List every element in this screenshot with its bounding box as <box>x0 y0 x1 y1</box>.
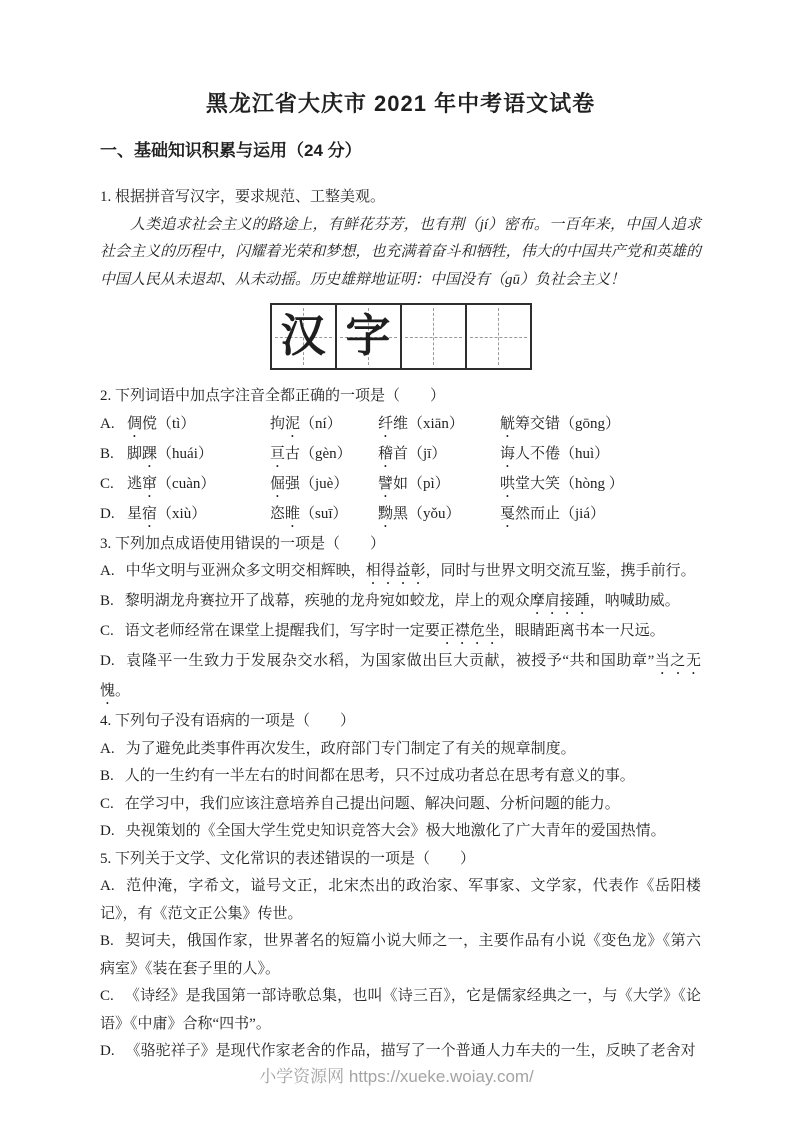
option-label: A. <box>100 878 115 894</box>
q5-option <box>100 928 701 983</box>
q4-option <box>100 818 701 846</box>
q1-stem: 1. 根据拼音写汉字，要求规范、工整美观。 <box>100 189 386 205</box>
q3-option <box>100 648 701 708</box>
option-label: D. <box>100 653 115 669</box>
dotted-char: 宿 <box>142 505 158 522</box>
option-text: 在学习中，我们应该注意培养自己提出问题、解决问题、分析问题的能力。 <box>124 795 620 812</box>
dotted-char: 诲 <box>500 445 516 462</box>
option-text: 袁隆平一生致力于发展杂交水稻，为国家做出巨大贡献，被授予“共和国助章” <box>125 653 655 669</box>
term: 诲人不倦（huì） <box>500 445 610 462</box>
term: 亘古（gèn） <box>270 445 352 462</box>
dotted-idiom: 相得益彰 <box>365 563 426 579</box>
option-label: C. <box>100 795 114 812</box>
option-text: 《诗经》是我国第一部诗歌总集，也叫《诗三百》，它是儒家经典之一，与《大学》《论语》《中庸》合称“四书”。 <box>100 988 701 1032</box>
term: 戛然而止（jiá） <box>500 505 606 522</box>
option-label: A. <box>100 563 115 579</box>
term: 星宿（xiù） <box>127 505 207 522</box>
term: 黝黑（yǒu） <box>378 505 461 522</box>
q3-option <box>100 618 701 648</box>
dotted-char: 黝 <box>378 505 394 522</box>
term: 觥筹交错（gōng） <box>500 415 621 432</box>
q4-option <box>100 736 701 764</box>
q4-option <box>100 763 701 791</box>
option-label: B. <box>100 933 114 949</box>
option-label: A. <box>100 740 115 757</box>
q2-option-row <box>100 441 701 471</box>
dotted-char: 纤 <box>378 415 394 432</box>
term: 哄堂大笑（hòng ） <box>500 475 624 492</box>
option-text: 央视策划的《全国大学生党史知识竞答大会》极大地激化了广大青年的爱国热情。 <box>125 823 666 839</box>
grid-char: 字 <box>345 311 391 361</box>
option-label: D. <box>100 505 115 522</box>
option-text: 《骆驼祥子》是现代作家老舍的作品，描写了一个普通人力车夫的一生，反映了老舍对 <box>125 1043 696 1059</box>
option-label: D. <box>100 1043 115 1059</box>
grid-cell <box>270 303 337 370</box>
writing-grid <box>270 303 532 370</box>
option-label: C. <box>100 623 114 639</box>
dotted-char: 亘 <box>270 445 286 462</box>
option-label: C. <box>100 988 114 1004</box>
grid-char: 汉 <box>280 311 326 361</box>
dotted-char: 倜 <box>127 415 143 432</box>
dotted-char: 窜 <box>142 475 158 492</box>
option-label: D. <box>100 823 115 839</box>
q3-option <box>100 558 701 588</box>
dotted-char: 譬 <box>378 475 394 492</box>
q5-option <box>100 873 701 928</box>
footer-link[interactable]: 小学资源网 https://xueke.woiay.com/ <box>259 1067 534 1086</box>
grid-cell <box>335 303 402 370</box>
term: 纤维（xiān） <box>378 415 464 432</box>
option-text: 。 <box>115 683 131 699</box>
q1-passage: 人类追求社会主义的路途上，有鲜花芬芳，也有荆（jí）密布。一百年来，中国人追求社会主义的历程中，闪耀着光荣和梦想，也充满着奋斗和牺牲，伟大的中国共产党和英雄的中国人民从未退却、从未动摇。历史雄辩地证明：中国没有（gū）负社会主义！ <box>100 216 701 288</box>
option-text: 黎明湖龙舟赛拉开了战幕，疾驰的龙舟宛如蛟龙，岸上的观众 <box>124 593 530 609</box>
q5-option <box>100 983 701 1038</box>
dotted-char: 觥 <box>500 415 516 432</box>
dotted-char: 踝 <box>142 445 158 462</box>
dotted-idiom: 正襟危坐 <box>439 623 500 639</box>
grid-cell <box>400 303 467 370</box>
q5-stem: 5. 下列关于文学、文化常识的表述错误的一项是（ ） <box>100 850 476 867</box>
option-label: B. <box>100 768 114 784</box>
option-label: C. <box>100 475 114 492</box>
dotted-char: 睢 <box>285 505 301 522</box>
option-text: 为了避免此类事件再次发生，政府部门专门制定了有关的规章制度。 <box>125 740 576 757</box>
q3-stem: 3. 下列加点成语使用错误的一项是（ ） <box>100 535 386 552</box>
option-label: B. <box>100 445 114 462</box>
q4-option <box>100 791 701 819</box>
option-text: ，同时与世界文明交流互鉴，携手前行。 <box>425 563 696 579</box>
term: 倜傥（tì） <box>127 415 196 432</box>
term: 稽首（jī） <box>378 445 447 462</box>
dotted-char: 泥 <box>285 415 301 432</box>
term: 譬如（pì） <box>378 475 450 492</box>
q2-option-row <box>100 501 701 531</box>
option-text: ，眼睛距离书本一尺远。 <box>499 623 665 639</box>
q3-option <box>100 588 701 618</box>
option-label: B. <box>100 593 114 609</box>
dotted-idiom: 摩肩接踵 <box>529 593 590 609</box>
option-text: 范仲淹，字希文，谥号文正，北宋杰出的政治家、军事家、文学家，代表作《岳阳楼记》，有《范文正公集》传世。 <box>100 878 701 922</box>
option-text: 中华文明与亚洲众多文明交相辉映， <box>125 563 366 579</box>
dotted-idiom: 当之无愧 <box>100 653 701 699</box>
q2-stem: 2. 下列词语中加点字注音全都正确的一项是（ ） <box>100 388 446 404</box>
term: 拘泥（ní） <box>270 415 342 432</box>
option-text: 人的一生约有一半左右的时间都在思考，只不过成功者总在思考有意义的事。 <box>124 768 635 784</box>
footer <box>0 1062 793 1087</box>
term: 恣睢（suī） <box>270 505 348 522</box>
option-text: 契诃夫，俄国作家，世界著名的短篇小说大师之一，主要作品有小说《变色龙》《第六病室》《装在套子里的人》。 <box>100 933 701 977</box>
grid-cell <box>465 303 532 370</box>
dotted-char: 稽 <box>378 445 394 462</box>
q4-stem: 4. 下列句子没有语病的一项是（ ） <box>100 713 356 729</box>
dotted-char: 哄 <box>500 475 516 492</box>
option-text: 语文老师经常在课堂上提醒我们，写字时一定要 <box>124 623 440 639</box>
option-label: A. <box>100 415 115 432</box>
dotted-char: 倔 <box>270 475 286 492</box>
q2-option-row <box>100 471 701 501</box>
term: 脚踝（huái） <box>127 445 213 462</box>
q2-option-row <box>100 411 701 441</box>
option-text: ，呐喊助威。 <box>589 593 680 609</box>
dotted-char: 戛 <box>500 505 516 522</box>
section-heading: 一、基础知识积累与运用（24 分） <box>100 141 362 160</box>
term: 倔强（juè） <box>270 475 349 492</box>
page-title: 黑龙江省大庆市 2021 年中考语文试卷 <box>205 91 596 116</box>
term: 逃窜（cuàn） <box>127 475 216 492</box>
